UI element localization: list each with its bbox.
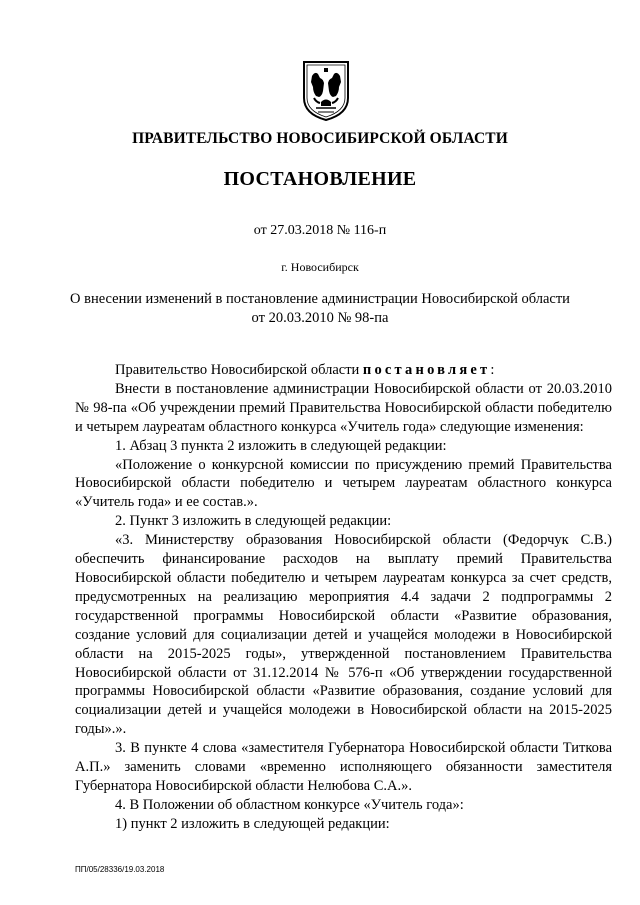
document-footer-code: ПП/05/28336/19.03.2018 — [75, 865, 165, 874]
subject-line-1: О внесении изменений в постановление администрации Новосибирской области — [70, 291, 570, 307]
document-city: г. Новосибирск — [281, 260, 359, 274]
subject-line-2: от 20.03.2010 № 98-па — [251, 309, 389, 326]
body-paragraph: 1) пункт 2 изложить в следующей редакции: — [115, 815, 390, 832]
body-paragraph: «Положение о конкурсной комиссии по присуждению премий Правительства Новосибирской области победителю и четырем лауреатам областного конкурса «Учитель года» и ее состав.». — [75, 456, 612, 511]
decree-word: постановляет — [362, 362, 491, 378]
document-date-number: от 27.03.2018 № 116-п — [253, 223, 387, 238]
organization-title: ПРАВИТЕЛЬСТВО НОВОСИБИРСКОЙ ОБЛАСТИ — [132, 130, 508, 147]
document-type-title: ПОСТАНОВЛЕНИЕ — [223, 168, 417, 190]
body-paragraph: 2. Пункт 3 изложить в следующей редакции: — [115, 513, 392, 530]
document-subject — [60, 290, 580, 327]
body-paragraph: 3. В пункте 4 слова «заместителя Губернатора Новосибирской области Титкова А.П.» заменить словами «временно исполняющего обязанности заместителя Губернатора Новосибирской области Нелюбова С.А.». — [75, 740, 612, 794]
body-paragraph: «3. Министерству образования Новосибирской области (Федорчук С.В.) обеспечить финансирование расходов на выплату премий Правительства Новосибирской области победителю и четырем лауреатам конкурса за счет средств, предусмотренных на реализацию мероприятия 4.4 задачи 2 подпрограммы 2 государственной программы Новосибирской области «Развитие образования, создание условий для социализации детей и учащейся молодежи в Новосибирской области на 2015-2025 годы», утвержденной постановлением Правительства Новосибирской области от 31.12.2014 № 576-п «Об утверждении государственной программы Новосибирской области «Развитие образования, создание условий для социализации детей и учащейся молодежи в Новосибирской области на 2015-2025 годы».». — [75, 532, 612, 738]
intro-text: Правительство Новосибирской области — [115, 362, 363, 378]
body-paragraph: Внести в постановление администрации Новосибирской области от 20.03.2010 № 98-па «Об учреждении премий Правительства Новосибирской области победителю и четырем лауреатам областного конкурса «Учитель года» следующие изменения: — [75, 380, 612, 435]
intro-paragraph — [75, 361, 612, 380]
document-body — [75, 361, 612, 834]
intro-colon: : — [490, 362, 495, 378]
body-paragraph: 1. Абзац 3 пункта 2 изложить в следующей редакции: — [115, 437, 447, 454]
coat-of-arms-icon — [302, 60, 350, 122]
body-paragraph: 4. В Положении об областном конкурсе «Учитель года»: — [115, 796, 464, 813]
